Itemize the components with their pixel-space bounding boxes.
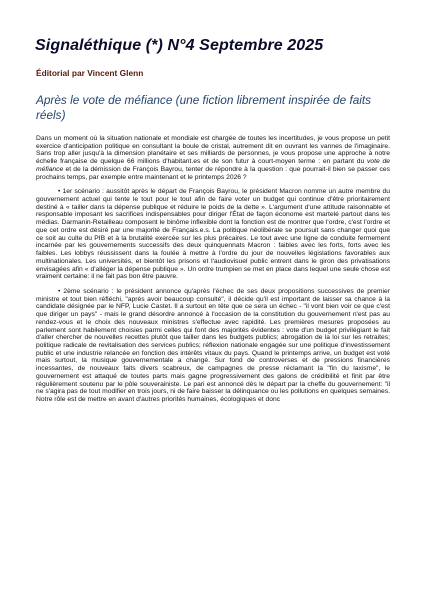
intro-text-b: et de la démission de François Bayrou, tenter de répondre à la question : que pourrait-il bien se passer ces prochains temps, par exemple entre maintenant et le printemps 2026 ? xyxy=(36,165,390,181)
article-subtitle: Après le vote de méfiance (une fiction librement inspirée de faits réels) xyxy=(36,93,372,122)
scenario-1-paragraph: • 1er scénario : aussitôt après le départ de François Bayrou, le président Macron nomme un autre membre du gouvernement actuel qui tente le tout pour le tout afin de faire voter un budget qui continue d'être prioritairement destiné à « tailler dans la dépense publique et réduire le poids de la dette ». L'argument d'une attitude raisonnable et responsable imposant les sacrifices indispensables pour diriger l'État de façon économe est martelé partout dans les médias. Darmanin-Retailleau composent le binôme inflexible dont la fonction est de montrer que l'ordre, c'est l'ordre et que cet ordre est désiré par une majorité de Français.e.s. La politique néolibérale se poursuit sans changer quoi que ce soit au culte du PIB et à la brutalité exercée sur les plus précaires. Le tout avec une ligne de conduite fermement incarnée par les gouvernements successifs des deux quinquennats Macron : faibles avec les forts, forts avec les faibles. Les lobbys réussissent dans la foulée à mettre à l'ordre du jour de nouvelles législations favorables aux multinationales. Les universités, et bientôt les prisons et l'audiovisuel public entrent dans le giron des privatisations envisagées afin « d'alléger la dépense publique ». Un ordre trumpien se met en place dans lequel une seule chose est vraiment certaine: il ne fait pas bon être pauvre. xyxy=(36,188,390,281)
scenario-2-paragraph: • 2ème scénario : le président annonce qu'après l'échec de ses deux propositions successives de premier ministre et tout bien réfléchi, "après avoir beaucoup consulté", il décide qu'il est important de laisser sa chance à la candidate désignée par le NFP, Lucie Castet. Il a surtout en tête que ce sera un échec - "il vont bien voir ce que c'est que diriger un pays" - mais le grand désordre annoncé à l'occasion de la constitution du gouvernement n'est pas au rendez-vous et le choix des nouveaux ministres s'effectue avec rapidité. Les premières mesures proposées au parlement sont habilement choisies parmi celles qui font des majorités évidentes : vote d'un budget privilégiant le fait d'aller chercher de nouvelles recettes plutôt que tailler dans les budgets publics; abrogation de la loi sur les retraites; politique radicale de revitalisation des services publics; réflexion nationale engagée sur une politique d'investissement public et une industrie relancée en fonction des intérêts vitaux du pays. Quand le printemps arrive, un budget est voté mais surtout, la musique gouvernementale a changé. Sur fond de controverses et de pressions financières incessantes, de nouveaux faits divers scabreux, de campagnes de presse réclamant la "fin du laxisme", le gouvernement est attaqué de toutes parts mais gagne progressivement des galons de crédibilité et finit par être régulièrement soutenu par le pôle souverainiste. Le pari est annoncé dès le départ par la cheffe du gouvernement: "il ne s'agira pas de tout modifier en trois jours, ni de faire baisser la délinquance ou les pollutions en quelques semaines. Notre rôle est de mettre en avant d'autres priorités humaines, écologiques et donc xyxy=(36,287,390,403)
intro-paragraph xyxy=(36,135,390,181)
intro-emphasis: vote de méfiance xyxy=(36,158,390,173)
editorial-byline: Éditorial par Vincent Glenn xyxy=(36,68,144,78)
intro-text-a: Dans un moment où la situation nationale et mondiale est chargée de toutes les incertitudes, je vous propose un petit exercice d'anticipation politique en consultant la boule de cristal, autrement dit en ouvrant les vannes de l'imaginaire. Sans trop aller jusqu'à la dimension planétaire et ses milliards de personnes, je vous propose une approche à notre échelle française de quelque 66 millions d'habitant.es et de son futur à court-moyen terme : en partant du xyxy=(36,135,390,166)
article-body xyxy=(36,135,390,411)
newsletter-title: Signaléthique (*) N°4 Septembre 2025 xyxy=(35,37,324,54)
